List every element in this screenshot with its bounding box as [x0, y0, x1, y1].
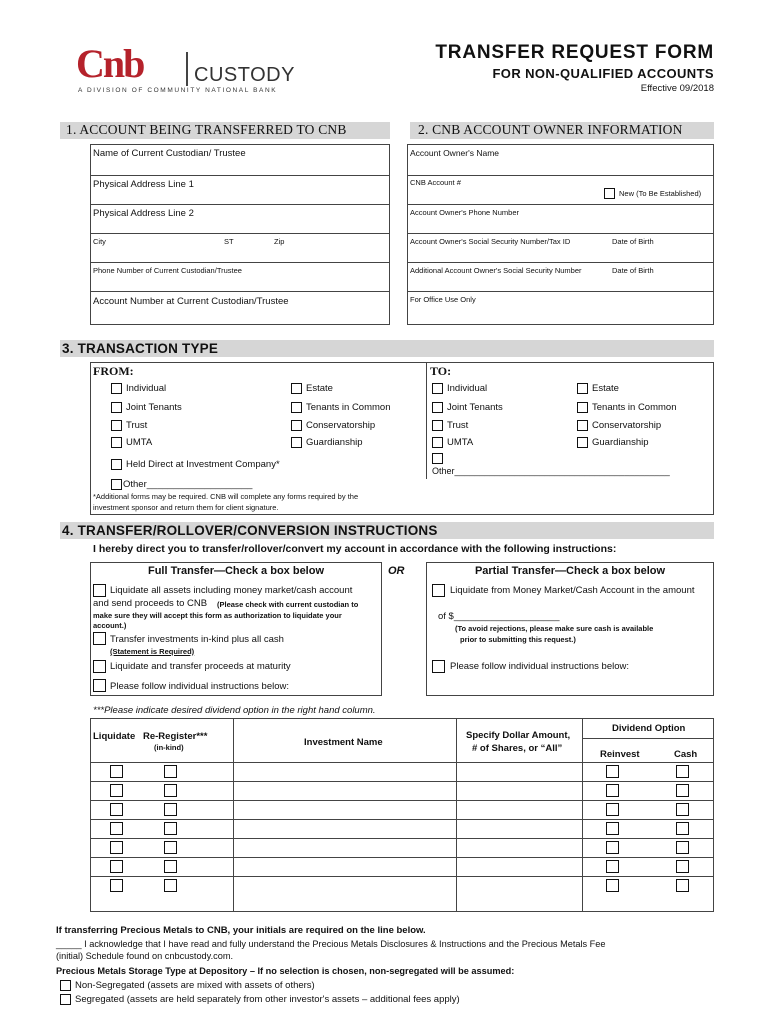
- from-tic-checkbox[interactable]: [291, 402, 302, 413]
- row6-cash-checkbox[interactable]: [676, 860, 689, 873]
- row3-liquidate-checkbox[interactable]: [110, 803, 123, 816]
- row2-reinvest-checkbox[interactable]: [606, 784, 619, 797]
- segregated-checkbox[interactable]: [60, 994, 71, 1005]
- from-joint-checkbox[interactable]: [111, 402, 122, 413]
- to-estate-label: Estate: [592, 383, 619, 394]
- address1-label: Physical Address Line 1: [93, 179, 194, 190]
- row5-reregister-checkbox[interactable]: [164, 841, 177, 854]
- partial-individual-checkbox[interactable]: [432, 660, 445, 673]
- from-label: FROM:: [93, 364, 134, 378]
- section4-title: 4. TRANSFER/ROLLOVER/CONVERSION INSTRUCTIONS: [62, 523, 438, 538]
- full-inkind-label: Transfer investments in-kind plus all cash: [110, 634, 284, 645]
- full-liquidate-note-c: account.): [93, 621, 127, 630]
- row3-reinvest-checkbox[interactable]: [606, 803, 619, 816]
- row5-reinvest-checkbox[interactable]: [606, 841, 619, 854]
- logo-tagline: A DIVISION OF COMMUNITY NATIONAL BANK: [78, 87, 278, 94]
- page-title: TRANSFER REQUEST FORM: [435, 42, 714, 63]
- row6-reinvest-checkbox[interactable]: [606, 860, 619, 873]
- col-specify-b: # of Shares, or “All”: [472, 743, 563, 754]
- row3-reregister-checkbox[interactable]: [164, 803, 177, 816]
- from-joint-label: Joint Tenants: [126, 402, 182, 413]
- add-owner-ssn-label: Additional Account Owner's Social Security Number: [410, 266, 582, 275]
- partial-liquidate-label: Liquidate from Money Market/Cash Account in the amount: [450, 585, 695, 596]
- additional-forms-note-2: investment sponsor and return them for client signature.: [93, 503, 279, 512]
- full-individual-checkbox[interactable]: [93, 679, 106, 692]
- non-segregated-checkbox[interactable]: [60, 980, 71, 991]
- held-direct-label: Held Direct at Investment Company*: [126, 459, 280, 470]
- to-joint-label: Joint Tenants: [447, 402, 503, 413]
- from-conservatorship-checkbox[interactable]: [291, 420, 302, 431]
- row2-reregister-checkbox[interactable]: [164, 784, 177, 797]
- page-subtitle: FOR NON-QUALIFIED ACCOUNTS: [492, 66, 714, 81]
- dob-label: Date of Birth: [612, 237, 654, 246]
- section3-title: 3. TRANSACTION TYPE: [62, 341, 219, 356]
- address2-label: Physical Address Line 2: [93, 208, 194, 219]
- full-maturity-label: Liquidate and transfer proceeds at maturity: [110, 661, 291, 672]
- partial-amount-label[interactable]: of $____________________: [438, 611, 560, 622]
- row1-reinvest-checkbox[interactable]: [606, 765, 619, 778]
- owner-name-label: Account Owner's Name: [410, 148, 500, 158]
- row4-cash-checkbox[interactable]: [676, 822, 689, 835]
- row1-cash-checkbox[interactable]: [676, 765, 689, 778]
- full-inkind-checkbox[interactable]: [93, 632, 106, 645]
- row5-liquidate-checkbox[interactable]: [110, 841, 123, 854]
- owner-phone-label: Account Owner's Phone Number: [410, 208, 519, 217]
- to-conservatorship-checkbox[interactable]: [577, 420, 588, 431]
- logo-divider: [186, 52, 188, 86]
- cnb-account-label: CNB Account #: [410, 178, 461, 187]
- from-guardianship-checkbox[interactable]: [291, 437, 302, 448]
- from-individual-label: Individual: [126, 383, 167, 394]
- logo: [76, 41, 306, 100]
- row7-cash-checkbox[interactable]: [676, 879, 689, 892]
- st-label: ST: [224, 237, 234, 246]
- to-individual-checkbox[interactable]: [432, 383, 443, 394]
- dividend-note: ***Please indicate desired dividend option in the right hand column.: [93, 705, 376, 716]
- metals-ack-2: (initial) Schedule found on cnbcustody.com.: [56, 951, 234, 961]
- city-label: City: [93, 237, 106, 246]
- full-transfer-box: [90, 562, 382, 696]
- to-trust-checkbox[interactable]: [432, 420, 443, 431]
- row4-reinvest-checkbox[interactable]: [606, 822, 619, 835]
- to-conservatorship-label: Conservatorship: [592, 420, 662, 431]
- zip-label: Zip: [274, 237, 285, 246]
- partial-transfer-title: Partial Transfer—Check a box below: [474, 565, 666, 577]
- col-investment-name: Investment Name: [304, 737, 383, 748]
- row7-liquidate-checkbox[interactable]: [110, 879, 123, 892]
- partial-liquidate-checkbox[interactable]: [432, 584, 445, 597]
- segregated-label: Segregated (assets are held separately from other investor's assets – additional fees apply): [75, 994, 460, 1005]
- col-inkind: (in-kind): [154, 743, 184, 752]
- from-umta-checkbox[interactable]: [111, 437, 122, 448]
- effective-date: Effective 09/2018: [640, 83, 714, 94]
- to-other-label: Other___________________________________________: [432, 466, 670, 476]
- row4-reregister-checkbox[interactable]: [164, 822, 177, 835]
- dob2-label: Date of Birth: [612, 266, 654, 275]
- col-liquidate: Liquidate: [93, 731, 136, 742]
- row2-liquidate-checkbox[interactable]: [110, 784, 123, 797]
- row1-liquidate-checkbox[interactable]: [110, 765, 123, 778]
- to-label: TO:: [430, 364, 452, 378]
- col-cash: Cash: [674, 749, 698, 760]
- row6-liquidate-checkbox[interactable]: [110, 860, 123, 873]
- full-individual-label: Please follow individual instructions below:: [110, 681, 290, 692]
- from-tic-label: Tenants in Common: [306, 402, 391, 413]
- from-umta-label: UMTA: [126, 437, 153, 448]
- logo-custody: CUSTODY: [194, 64, 295, 86]
- new-account-label: New (To Be Established): [619, 189, 702, 198]
- from-estate-label: Estate: [306, 383, 333, 394]
- to-estate-checkbox[interactable]: [577, 383, 588, 394]
- row2-cash-checkbox[interactable]: [676, 784, 689, 797]
- row7-reinvest-checkbox[interactable]: [606, 879, 619, 892]
- to-guardianship-label: Guardianship: [592, 437, 649, 448]
- to-individual-label: Individual: [447, 383, 488, 394]
- to-guardianship-checkbox[interactable]: [577, 437, 588, 448]
- to-umta-checkbox[interactable]: [432, 437, 443, 448]
- row7-reregister-checkbox[interactable]: [164, 879, 177, 892]
- from-trust-label: Trust: [126, 420, 148, 431]
- partial-note-a: (To avoid rejections, please make sure cash is available: [455, 624, 654, 633]
- row6-reregister-checkbox[interactable]: [164, 860, 177, 873]
- full-liquidate-label-2: and send proceeds to CNB: [93, 598, 208, 609]
- row4-liquidate-checkbox[interactable]: [110, 822, 123, 835]
- partial-individual-label: Please follow individual instructions below:: [450, 661, 630, 672]
- to-umta-label: UMTA: [447, 437, 474, 448]
- from-guardianship-label: Guardianship: [306, 437, 363, 448]
- to-trust-label: Trust: [447, 420, 469, 431]
- from-individual-checkbox[interactable]: [111, 383, 122, 394]
- from-trust-checkbox[interactable]: [111, 420, 122, 431]
- owner-ssn-label: Account Owner's Social Security Number/Tax ID: [410, 237, 571, 246]
- full-transfer-title: Full Transfer—Check a box below: [147, 565, 325, 577]
- full-liquidate-checkbox[interactable]: [93, 584, 106, 597]
- custodian-phone-label: Phone Number of Current Custodian/Trustee: [93, 266, 242, 275]
- section2-title: 2. CNB ACCOUNT OWNER INFORMATION: [418, 122, 683, 137]
- additional-forms-note-1: *Additional forms may be required. CNB will complete any forms required by the: [93, 492, 359, 501]
- full-liquidate-note-a: (Please check with current custodian to: [217, 600, 359, 609]
- partial-note-b: prior to submitting this request.): [460, 635, 576, 644]
- office-use-label: For Office Use Only: [410, 295, 476, 304]
- non-segregated-label: Non-Segregated (assets are mixed with assets of others): [75, 980, 315, 991]
- section1-title: 1. ACCOUNT BEING TRANSFERRED TO CNB: [66, 122, 347, 137]
- row3-cash-checkbox[interactable]: [676, 803, 689, 816]
- row5-cash-checkbox[interactable]: [676, 841, 689, 854]
- metals-ack-1[interactable]: _____ I acknowledge that I have read and fully understand the Precious Metals Disclosures & Instructions and the Precious Metals Fee: [56, 939, 606, 949]
- new-account-checkbox[interactable]: [604, 188, 615, 199]
- to-other-checkbox[interactable]: [432, 453, 443, 464]
- directive-text: I hereby direct you to transfer/rollover/convert my account in accordance with the following instructions:: [93, 543, 617, 555]
- full-maturity-checkbox[interactable]: [93, 660, 106, 673]
- row1-reregister-checkbox[interactable]: [164, 765, 177, 778]
- from-estate-checkbox[interactable]: [291, 383, 302, 394]
- from-conservatorship-label: Conservatorship: [306, 420, 376, 431]
- full-liquidate-label-1: Liquidate all assets including money market/cash account: [110, 585, 353, 596]
- from-other-checkbox[interactable]: [111, 479, 122, 490]
- account-number-label: Account Number at Current Custodian/Trustee: [93, 296, 289, 307]
- full-inkind-note: (Statement is Required): [110, 647, 195, 656]
- to-tic-checkbox[interactable]: [577, 402, 588, 413]
- or-label: OR: [388, 565, 405, 577]
- full-liquidate-note-b: make sure they will accept this form as authorization to liquidate your: [93, 611, 342, 620]
- logo-cnb: Cnb: [76, 41, 144, 86]
- col-dividend: Dividend Option: [612, 723, 686, 734]
- col-specify-a: Specify Dollar Amount,: [466, 730, 571, 741]
- col-reregister: Re-Register***: [143, 731, 208, 742]
- from-other-label: Other____________________: [123, 479, 253, 490]
- metals-title: If transferring Precious Metals to CNB, your initials are required on the line below.: [56, 925, 426, 936]
- held-direct-checkbox[interactable]: [111, 459, 122, 470]
- custodian-name-label: Name of Current Custodian/ Trustee: [93, 148, 246, 159]
- col-reinvest: Reinvest: [600, 749, 640, 760]
- to-tic-label: Tenants in Common: [592, 402, 677, 413]
- storage-title: Precious Metals Storage Type at Depository – If no selection is chosen, non-segregated will be assumed:: [56, 966, 515, 976]
- to-joint-checkbox[interactable]: [432, 402, 443, 413]
